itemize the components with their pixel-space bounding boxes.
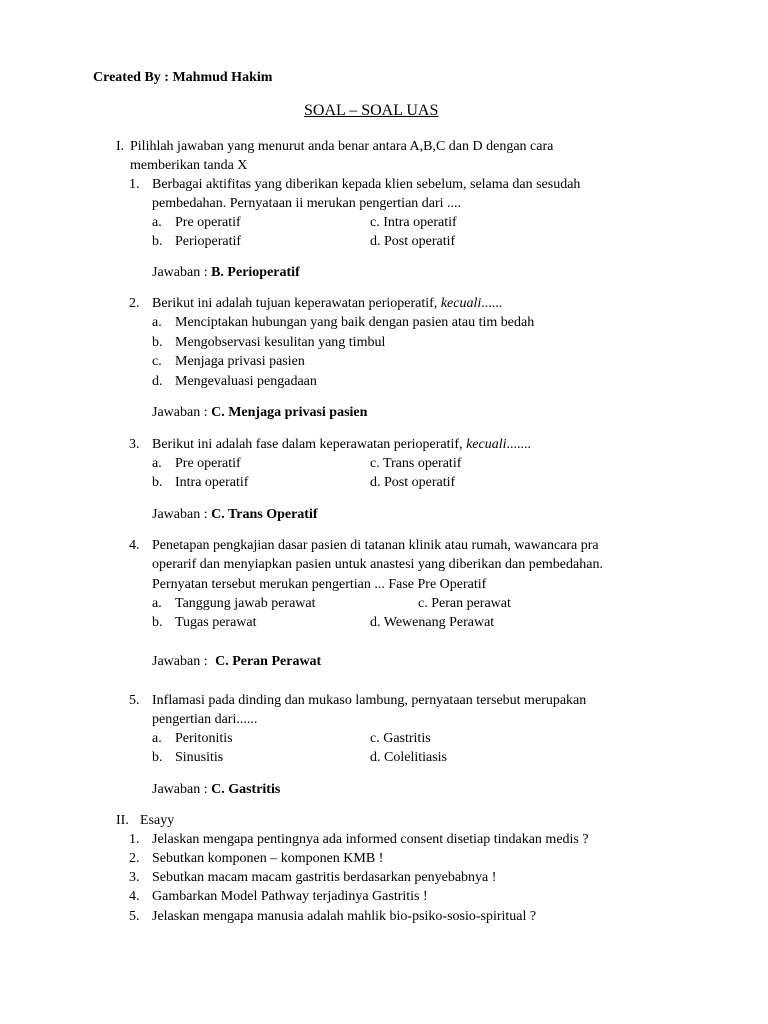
- option-a: Tanggung jawab perawat: [175, 596, 316, 611]
- essay-question: Sebutkan macam macam gastritis berdasarkan penyebabnya !: [152, 870, 497, 885]
- option-label: a.: [152, 315, 162, 330]
- question-text-line: Inflamasi pada dinding dan mukaso lambung, pernyataan tersebut merupakan: [152, 693, 587, 708]
- question-text-italic: kecuali: [440, 296, 482, 311]
- answer-prefix: Jawaban :: [152, 782, 212, 797]
- option-a: Pre operatif: [175, 215, 241, 230]
- essay-question: Gambarkan Model Pathway terjadinya Gastritis !: [152, 889, 428, 904]
- question-number: 5.: [129, 693, 140, 708]
- option-label: a.: [152, 456, 162, 471]
- option-c: c. Intra operatif: [370, 215, 457, 230]
- question-text: Berikut ini adalah tujuan keperawatan perioperatif,: [152, 296, 441, 311]
- option-label: d.: [152, 374, 163, 389]
- essay-number: 3.: [129, 870, 140, 885]
- answer-line: [152, 652, 321, 672]
- question-text-line: Berbagai aktifitas yang diberikan kepada klien sebelum, selama dan sesudah: [152, 177, 581, 192]
- question-text-line: pengertian dari......: [152, 712, 258, 727]
- option-b: Perioperatif: [175, 234, 242, 249]
- question-text-suffix: ......: [481, 296, 503, 311]
- option-b: Mengobservasi kesulitan yang timbul: [175, 335, 386, 350]
- question-text-suffix: .......: [506, 437, 531, 452]
- answer-value: C. Trans Operatif: [211, 507, 318, 522]
- option-label: a.: [152, 596, 162, 611]
- answer-prefix: Jawaban :: [152, 654, 212, 669]
- author-line: Created By : Mahmud Hakim: [93, 70, 273, 85]
- answer-line: [152, 263, 300, 283]
- answer-prefix: Jawaban :: [152, 405, 212, 420]
- essay-number: 1.: [129, 832, 140, 847]
- question-text-line: operarif dan menyiapkan pasien untuk anastesi yang diberikan dan pembedahan.: [152, 557, 603, 572]
- page-title: SOAL – SOAL UAS: [304, 102, 439, 119]
- question-text-line: Penetapan pengkajian dasar pasien di tatanan klinik atau rumah, wawancara pra: [152, 538, 599, 553]
- section-1-instruction-line2: memberikan tanda X: [130, 158, 248, 173]
- section-2-label: II.: [116, 813, 129, 828]
- option-d: d. Colelitiasis: [370, 750, 447, 765]
- option-c: c. Gastritis: [370, 731, 431, 746]
- option-a: Menciptakan hubungan yang baik dengan pasien atau tim bedah: [175, 315, 535, 330]
- essay-number: 4.: [129, 889, 140, 904]
- option-c: Menjaga privasi pasien: [175, 354, 305, 369]
- option-d: d. Post operatif: [370, 234, 456, 249]
- answer-prefix: Jawaban :: [152, 507, 212, 522]
- essay-question: Jelaskan mengapa pentingnya ada informed consent disetiap tindakan medis ?: [152, 832, 589, 847]
- option-b: Tugas perawat: [175, 615, 257, 630]
- essay-number: 2.: [129, 851, 140, 866]
- option-label: b.: [152, 615, 163, 630]
- option-label: b.: [152, 234, 163, 249]
- question-number: 4.: [129, 538, 140, 553]
- answer-value: C. Peran Perawat: [215, 654, 322, 669]
- question-text-line: [152, 435, 531, 455]
- option-label: a.: [152, 731, 162, 746]
- answer-value: C. Gastritis: [211, 782, 281, 797]
- section-1-label: I.: [116, 139, 125, 154]
- answer-value: B. Perioperatif: [211, 265, 300, 280]
- option-label: b.: [152, 750, 163, 765]
- question-number: 1.: [129, 177, 140, 192]
- question-number: 2.: [129, 296, 140, 311]
- option-label: b.: [152, 335, 163, 350]
- option-d: d. Wewenang Perawat: [370, 615, 495, 630]
- essay-question: Jelaskan mengapa manusia adalah mahlik bio-psiko-sosio-spiritual ?: [152, 909, 537, 924]
- option-label: a.: [152, 215, 162, 230]
- section-2-heading: Esayy: [140, 813, 175, 828]
- option-d: Mengevaluasi pengadaan: [175, 374, 317, 389]
- option-a: Peritonitis: [175, 731, 233, 746]
- question-text-line: Pernyatan tersebut merukan pengertian ... Fase Pre Operatif: [152, 577, 487, 592]
- answer-line: [152, 403, 367, 423]
- question-text-line: [152, 294, 502, 314]
- option-a: Pre operatif: [175, 456, 241, 471]
- question-text-line: pembedahan. Pernyataan ii merukan pengertian dari ....: [152, 196, 462, 211]
- question-text: Berikut ini adalah fase dalam keperawatan perioperatif,: [152, 437, 467, 452]
- answer-prefix: Jawaban :: [152, 265, 212, 280]
- option-label: c.: [152, 354, 162, 369]
- question-number: 3.: [129, 437, 140, 452]
- question-text-italic: kecuali: [466, 437, 507, 452]
- option-c: c. Trans operatif: [370, 456, 462, 471]
- essay-question: Sebutkan komponen – komponen KMB !: [152, 851, 384, 866]
- answer-value: C. Menjaga privasi pasien: [211, 405, 368, 420]
- option-label: b.: [152, 475, 163, 490]
- answer-line: [152, 780, 280, 800]
- option-d: d. Post operatif: [370, 475, 456, 490]
- option-b: Intra operatif: [175, 475, 249, 490]
- section-1-instruction-line1: Pilihlah jawaban yang menurut anda benar antara A,B,C dan D dengan cara: [130, 139, 554, 154]
- answer-line: [152, 505, 318, 525]
- option-c: c. Peran perawat: [418, 596, 511, 611]
- essay-number: 5.: [129, 909, 140, 924]
- option-b: Sinusitis: [175, 750, 224, 765]
